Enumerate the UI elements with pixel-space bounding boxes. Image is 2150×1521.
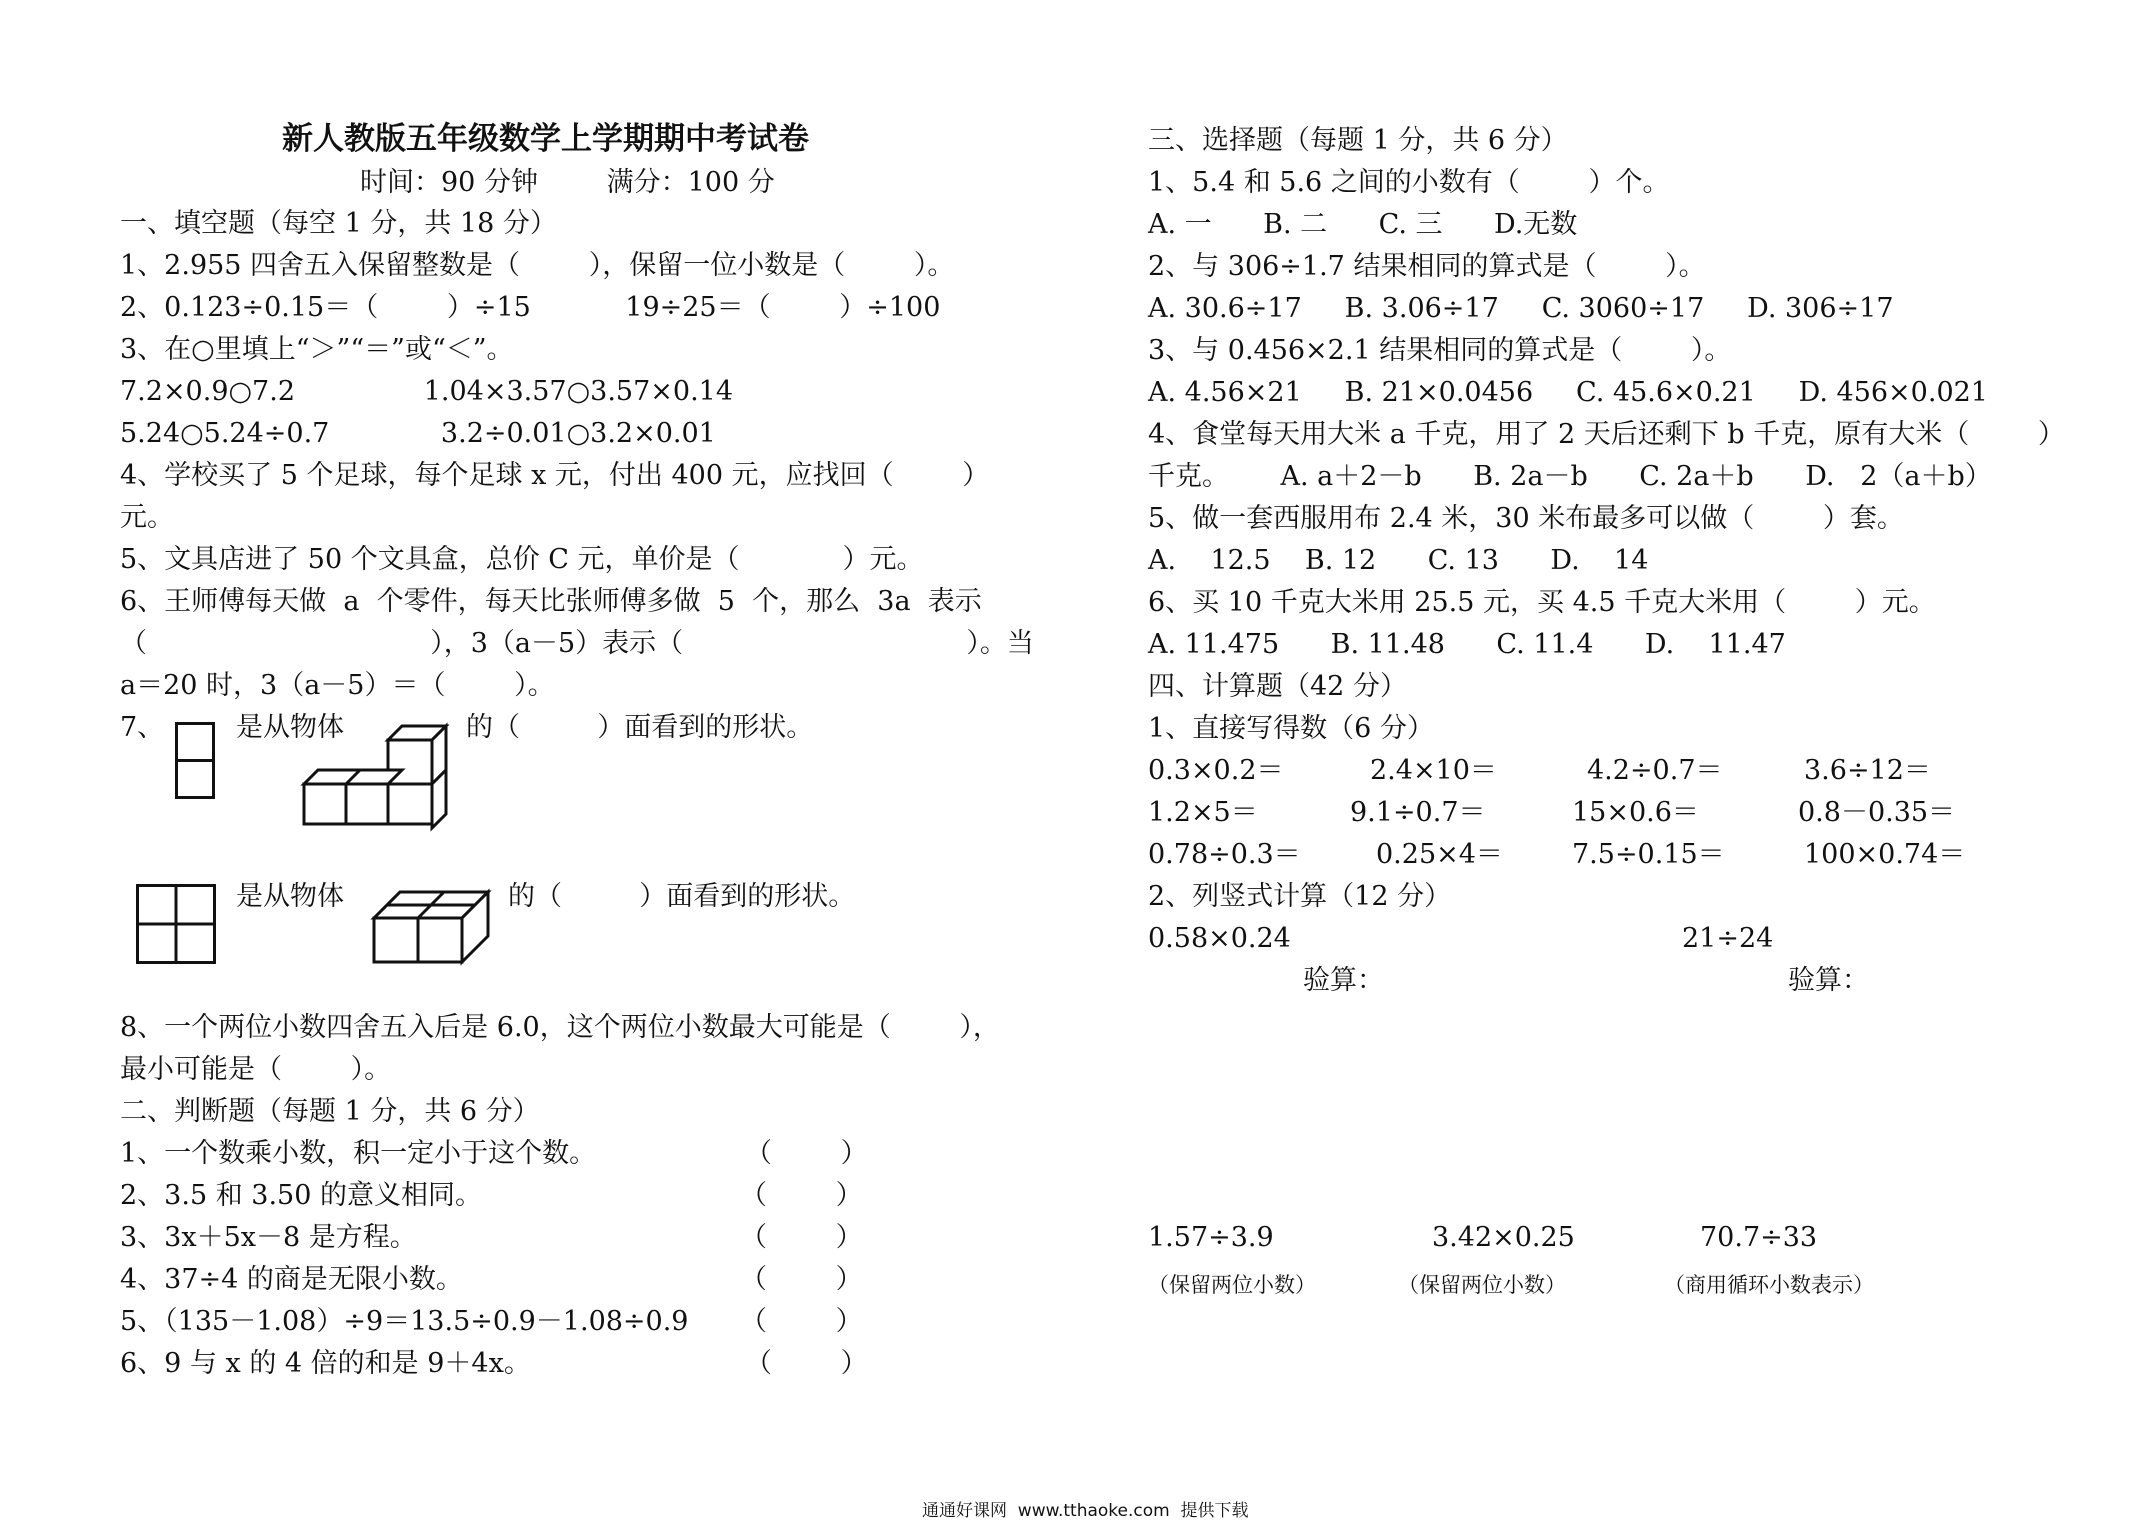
question-7-text-1: 是从物体: [236, 712, 344, 743]
choice-1-options: A. 一 B. 二 C. 三 D.无数: [1148, 209, 1578, 240]
question-6-cont: （ ），3（a－5）表示（ ）。当: [120, 628, 1034, 659]
judge-item-1: 1、一个数乘小数，积一定小于这个数。: [120, 1138, 597, 1169]
judge-blank-2: （ ）: [740, 1180, 863, 1211]
section-4-heading: 四、计算题（42 分）: [1148, 671, 1407, 702]
calc-3-item-3: 70.7÷33: [1700, 1222, 1818, 1253]
calc-item: 15×0.6＝: [1572, 797, 1699, 828]
judge-item-5: 5、（135－1.08）÷9＝13.5÷0.9－1.08÷0.9: [120, 1306, 689, 1337]
question-2: 2、0.123÷0.15＝（ ）÷15 19÷25＝（ ）÷100: [120, 292, 941, 323]
choice-1: 1、5.4 和 5.6 之间的小数有（ ）个。: [1148, 167, 1670, 198]
choice-3: 3、与 0.456×2.1 结果相同的算式是（ ）。: [1148, 335, 1732, 366]
choice-4: 4、食堂每天用大米 a 千克，用了 2 天后还剩下 b 千克，原有大米（ ）: [1148, 419, 2065, 450]
exam-title: 新人教版五年级数学上学期期中考试卷: [282, 121, 809, 157]
question-3-row-2: 5.24○5.24÷0.7 3.2÷0.01○3.2×0.01: [120, 418, 716, 449]
calc-item: 100×0.74＝: [1804, 839, 1966, 870]
calc-2-heading: 2、列竖式计算（12 分）: [1148, 881, 1452, 912]
calc-3-note-1: （保留两位小数）: [1148, 1273, 1316, 1297]
judge-item-3: 3、3x＋5x－8 是方程。: [120, 1222, 417, 1253]
judge-blank-3: （ ）: [740, 1222, 863, 1253]
section-3-heading: 三、选择题（每题 1 分，共 6 分）: [1148, 125, 1568, 156]
question-4: 4、学校买了 5 个足球，每个足球 x 元，付出 400 元，应找回（ ）: [120, 460, 990, 491]
calc-3-item-2: 3.42×0.25: [1432, 1222, 1575, 1253]
choice-6-options: A. 11.475 B. 11.48 C. 11.4 D. 11.47: [1148, 629, 1786, 660]
question-3: 3、在○里填上“＞”“＝”或“＜”。: [120, 334, 514, 365]
calc-item: 7.5÷0.15＝: [1572, 839, 1725, 870]
check-label-a: 验算：: [1303, 965, 1384, 996]
choice-5: 5、做一套西服用布 2.4 米，30 米布最多可以做（ ）套。: [1148, 503, 1904, 534]
choice-2: 2、与 306÷1.7 结果相同的算式是（ ）。: [1148, 251, 1706, 282]
question-6: 6、王师傅每天做 a 个零件，每天比张师傅多做 5 个，那么 3a 表示: [120, 586, 982, 617]
calc-3-note-2: （保留两位小数）: [1398, 1273, 1566, 1297]
judge-item-2: 2、3.5 和 3.50 的意义相同。: [120, 1180, 482, 1211]
question-7-text-2: 的（ ）面看到的形状。: [466, 712, 814, 743]
calc-item: 0.78÷0.3＝: [1148, 839, 1301, 870]
choice-3-options: A. 4.56×21 B. 21×0.0456 C. 45.6×0.21 D. 456×0.021: [1148, 377, 1988, 408]
question-7-number: 7、: [120, 712, 165, 743]
choice-2-options: A. 30.6÷17 B. 3.06÷17 C. 3060÷17 D. 306÷17: [1148, 293, 1894, 324]
question-8-cont: 最小可能是（ ）。: [120, 1054, 392, 1085]
question-7-text-4: 的（ ）面看到的形状。: [508, 881, 856, 912]
vertical-calc-b: 21÷24: [1682, 923, 1774, 954]
section-2-heading: 二、判断题（每题 1 分，共 6 分）: [120, 1096, 540, 1127]
choice-6: 6、买 10 千克大米用 25.5 元，买 4.5 千克大米用（ ）元。: [1148, 587, 1936, 618]
calc-item: 2.4×10＝: [1370, 755, 1497, 786]
choice-5-options: A. 12.5 B. 12 C. 13 D. 14: [1148, 545, 1649, 576]
top-view-grid-icon: [136, 884, 218, 966]
judge-blank-6: （ ）: [745, 1348, 868, 1379]
choice-4-options: 千克。 A. a＋2－b B. 2a－b C. 2a＋b D. 2（a＋b）: [1148, 461, 1992, 492]
question-6-cont-2: a＝20 时，3（a－5）＝（ ）。: [120, 670, 555, 701]
judge-blank-5: （ ）: [740, 1306, 863, 1337]
calc-item: 0.25×4＝: [1376, 839, 1503, 870]
front-view-figure-icon: [175, 722, 217, 802]
calc-1-heading: 1、直接写得数（6 分）: [1148, 713, 1434, 744]
calc-3-note-3: （商用循环小数表示）: [1664, 1273, 1874, 1297]
section-1-heading: 一、填空题（每空 1 分，共 18 分）: [120, 208, 557, 239]
question-7-text-3: 是从物体: [236, 881, 344, 912]
question-8: 8、一个两位小数四舍五入后是 6.0，这个两位小数最大可能是（ ），: [120, 1012, 1000, 1043]
calc-item: 0.3×0.2＝: [1148, 755, 1284, 786]
flat-cubes-figure-icon: [372, 882, 492, 967]
vertical-calc-a: 0.58×0.24: [1148, 923, 1291, 954]
judge-blank-4: （ ）: [740, 1264, 863, 1295]
calc-item: 9.1÷0.7＝: [1350, 797, 1486, 828]
judge-item-6: 6、9 与 x 的 4 倍的和是 9＋4x。: [120, 1348, 531, 1379]
calc-item: 1.2×5＝: [1148, 797, 1258, 828]
question-5: 5、文具店进了 50 个文具盒，总价 C 元，单价是（ ）元。: [120, 544, 924, 575]
calc-item: 4.2÷0.7＝: [1587, 755, 1723, 786]
calc-3-item-1: 1.57÷3.9: [1148, 1222, 1274, 1253]
calc-item: 3.6÷12＝: [1804, 755, 1931, 786]
question-1: 1、2.955 四舍五入保留整数是（ ），保留一位小数是（ ）。: [120, 250, 955, 281]
question-3-row-1: 7.2×0.9○7.2 1.04×3.57○3.57×0.14: [120, 376, 734, 407]
calc-item: 0.8－0.35＝: [1798, 797, 1956, 828]
judge-blank-1: （ ）: [745, 1138, 868, 1169]
judge-item-4: 4、37÷4 的商是无限小数。: [120, 1264, 463, 1295]
footer-credit: 通通好课网 www.tthaoke.com 提供下载: [922, 1501, 1249, 1521]
question-4-cont: 元。: [120, 502, 174, 533]
check-label-b: 验算：: [1788, 965, 1869, 996]
exam-subtitle: 时间：90 分钟 满分：100 分: [360, 167, 775, 198]
l-shaped-cubes-figure-icon: [300, 720, 450, 825]
